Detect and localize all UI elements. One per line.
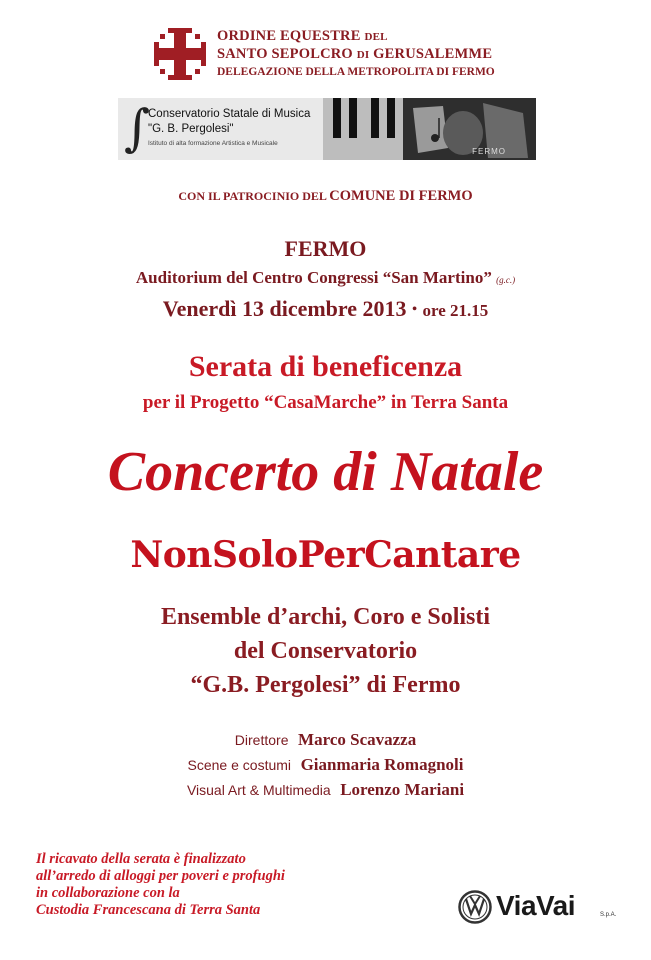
conservatory-banner xyxy=(118,98,536,160)
credit-scenery: Scene e costumi Gianmaria Romagnoli xyxy=(187,755,464,774)
conservatory-line3: Istituto di alta formazione Artistica e Musicale xyxy=(148,140,278,147)
event-venue: Auditorium del Centro Congressi “San Martino” (g.c.) xyxy=(135,268,516,287)
ensemble-line2: del Conservatorio xyxy=(233,638,418,664)
note-line3: in collaborazione con la xyxy=(36,885,180,901)
note-line1: Il ricavato della serata è finalizzato xyxy=(36,851,246,867)
order-name-line2: SANTO SEPOLCRO DI GERUSALEMME xyxy=(217,46,493,62)
note-line2: all’arredo di alloggi per poveri e profughi xyxy=(36,868,285,884)
proceeds-note xyxy=(36,851,285,919)
vw-emblem-icon xyxy=(458,890,492,924)
credit-visual-art: Visual Art & Multimedia Lorenzo Mariani xyxy=(186,780,465,799)
conservatory-line2: "G. B. Pergolesi" xyxy=(148,123,234,135)
event-city: FERMO xyxy=(284,236,367,261)
note-line4: Custodia Francescana di Terra Santa xyxy=(36,902,261,918)
order-name-line1: ORDINE EQUESTRE DEL xyxy=(217,28,388,44)
conservatory-line1: Conservatorio Statale di Musica xyxy=(148,108,311,120)
credit-director: Direttore Marco Scavazza xyxy=(234,730,417,749)
event-date: Venerdì 13 dicembre 2013 • ore 21.15 xyxy=(162,296,489,321)
order-delegation: DELEGAZIONE DELLA METROPOLITA DI FERMO xyxy=(217,66,495,78)
ensemble-line1: Ensemble d’archi, Coro e Solisti xyxy=(160,604,491,630)
patronage-line: CON IL PATROCINIO DEL COMUNE DI FERMO xyxy=(178,188,473,204)
sponsor-name: ViaVai xyxy=(496,890,576,921)
concert-subtitle: NonSoloPerCantare xyxy=(130,534,521,576)
sponsor-suffix: S.p.A. xyxy=(600,912,617,918)
sponsor-logo xyxy=(458,890,628,930)
integral-sign-icon: ∫ xyxy=(124,99,151,157)
ensemble-line3: “G.B. Pergolesi” di Fermo xyxy=(190,672,461,698)
concert-title: Concerto di Natale xyxy=(107,441,544,503)
fermo-watermark: FERMO xyxy=(472,147,506,156)
charity-title: Serata di beneficenza xyxy=(188,350,463,383)
charity-project: per il Progetto “CasaMarche” in Terra Santa xyxy=(142,392,509,413)
conservatory-label-panel xyxy=(118,98,323,160)
jerusalem-cross-logo xyxy=(152,26,208,82)
order-name xyxy=(217,28,495,80)
